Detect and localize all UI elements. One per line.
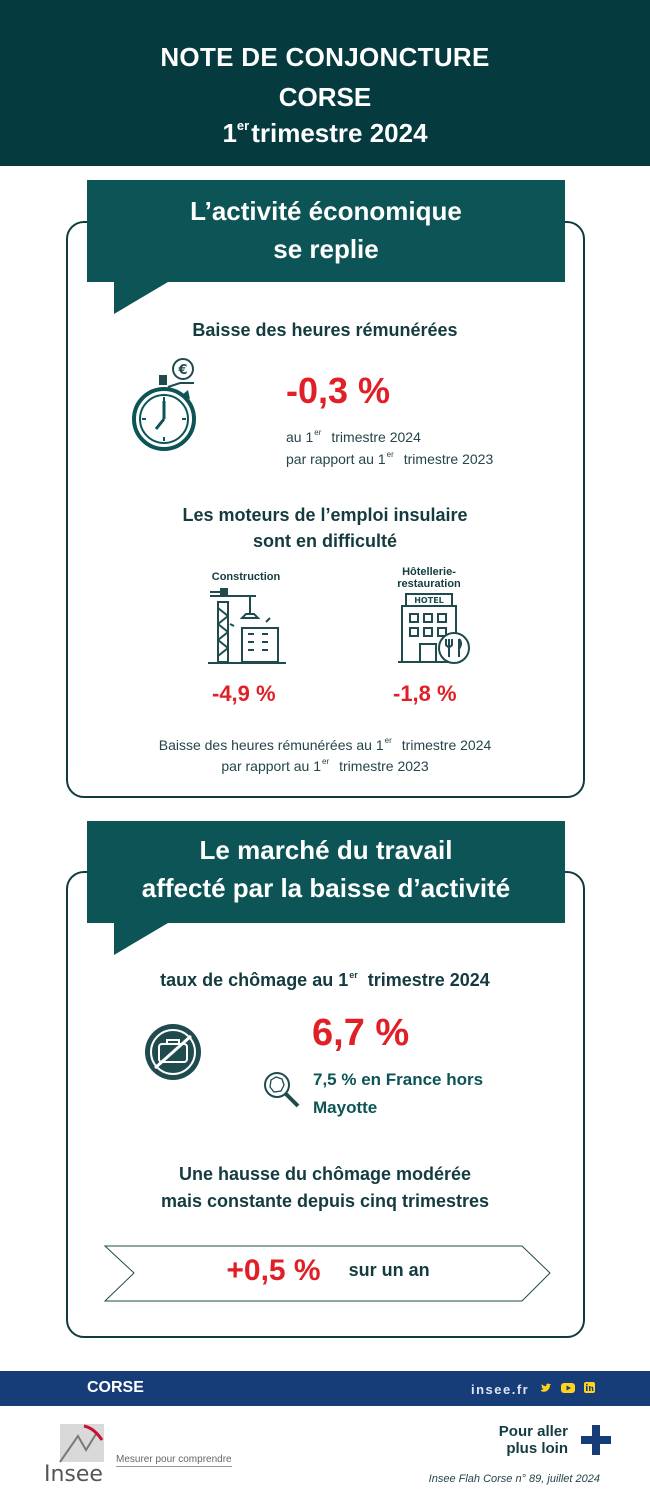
unemployment-heading: taux de chômage au 1er trimestre 2024: [160, 970, 490, 990]
hotel-label: Hôtellerie- restauration: [397, 566, 461, 590]
hotel-sign-text: HOTEL: [414, 596, 444, 605]
plus-icon[interactable]: [580, 1424, 612, 1456]
annual-change-suffix: sur un an: [348, 1260, 430, 1280]
header-region: CORSE: [278, 82, 372, 112]
insee-site-link[interactable]: insee.fr: [471, 1382, 530, 1397]
magnifier-france-icon: [262, 1070, 304, 1112]
no-job-briefcase-icon: [141, 1020, 207, 1084]
twitter-icon[interactable]: [540, 1382, 552, 1394]
publication-reference: Insee Flah Corse n° 89, juillet 2024: [428, 1473, 600, 1485]
activity-banner-line2: se replie: [273, 234, 379, 264]
page-header: [0, 0, 650, 166]
linkedin-icon[interactable]: [584, 1382, 595, 1393]
stopwatch-euro-icon: [126, 357, 206, 457]
crane-construction-icon: [206, 588, 288, 668]
note-line-1: Baisse des heures rémunérées au 1er trimestre 2024: [158, 736, 492, 753]
hotel-restaurant-icon: [398, 592, 474, 666]
hours-detail-1: au 1er trimestre 2024: [286, 428, 421, 445]
youtube-icon[interactable]: [561, 1382, 575, 1394]
engines-heading: Les moteurs de l’emploi insulaire sont en difficulté: [182, 505, 468, 551]
construction-label: Construction: [211, 571, 281, 583]
more-info-link[interactable]: Pour aller plus loin: [498, 1423, 568, 1457]
svg-text:€: €: [178, 363, 188, 378]
banner-tail: [114, 923, 168, 955]
annual-change: [104, 1254, 552, 1288]
footer-region: CORSE: [87, 1379, 144, 1396]
hours-value: -0,3 %: [286, 370, 391, 411]
footer-band: [0, 1371, 650, 1406]
header-period: 1ertrimestre 2024: [222, 118, 428, 148]
labour-banner-line2: affecté par la baisse d’activité: [141, 873, 511, 903]
hours-detail-2: par rapport au 1er trimestre 2023: [286, 450, 494, 467]
labour-banner-line1: Le marché du travail: [199, 835, 453, 865]
hotel-value: -1,8 %: [393, 681, 457, 706]
activity-banner-line1: L’activité économique: [190, 196, 462, 226]
activity-banner: [87, 180, 565, 282]
insee-logo-text: Insee: [44, 1462, 103, 1487]
note-line-2: par rapport au 1er trimestre 2023: [221, 757, 429, 774]
banner-tail: [114, 282, 168, 314]
construction-value: -4,9 %: [212, 681, 276, 706]
insee-logo-icon: [44, 1424, 106, 1464]
header-title: NOTE DE CONJONCTURE: [160, 42, 490, 72]
france-comparison: 7,5 % en France hors Mayotte: [313, 1070, 484, 1117]
trend-heading: Une hausse du chômage modérée mais constante depuis cinq trimestres: [160, 1164, 490, 1211]
labour-banner: [87, 821, 565, 923]
annual-change-value: +0,5 %: [226, 1254, 321, 1287]
unemployment-value: 6,7 %: [312, 1012, 410, 1054]
insee-tagline: Mesurer pour comprendre: [116, 1454, 232, 1465]
hours-heading: Baisse des heures rémunérées: [192, 320, 458, 340]
